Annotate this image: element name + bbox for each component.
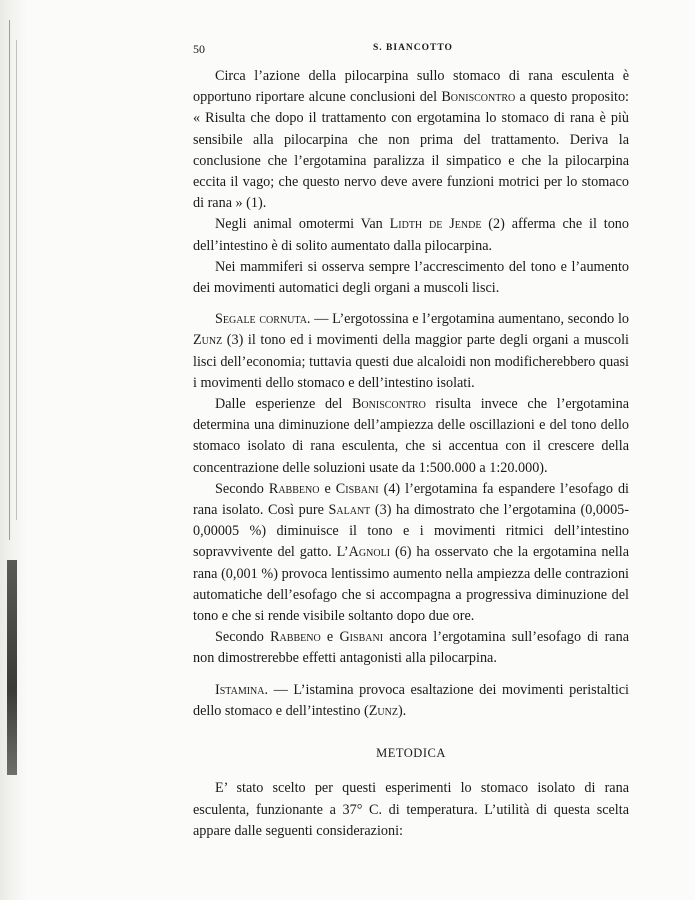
author-name: Rabbeno	[268, 480, 320, 497]
running-head: S. BIANCOTTO	[373, 43, 453, 53]
paragraph-istamina: Istamina. — L’istamina provoca esaltazione dei movimenti peristaltici dello stomaco e dell’intestino (Zunz).	[193, 681, 629, 719]
page-binding-edge	[0, 0, 28, 900]
paragraph-omotermi: Negli animal omotermi Van Lidth de Jende (2) afferma che il tono dell’intestino è di solito aumentato dalla pilocarpina.	[193, 216, 629, 254]
author-name: Gisbani	[339, 629, 384, 646]
paragraph-boniscontro: Dalle esperienze del Boniscontro risulta invece che l’ergotamina determina una diminuzione dell’ampiezza delle oscillazioni e del tono dello stomaco isolato di rana esculenta, che si accentua con il crescere della concentrazione delle soluzioni usate da 1:500.000 a 1:20.000).	[193, 396, 629, 476]
paragraph-segale-cornuta: Segale cornuta. — L’ergotossina e l’ergotamina aumentano, secondo lo Zunz (3) il tono ed i movimenti della maggior parte degli organi a muscoli lisci dell’economia; tuttavia questi due alcaloidi non modificherebbero quasi i movimenti dello stomaco e dell’intestino isolati.	[193, 311, 629, 391]
paragraph-pilocarpina: Circa l’azione della pilocarpina sullo stomaco di rana esculenta è opportuno riportare alcune conclusioni del Boniscontro a questo proposito: « Risulta che dopo il trattamento con ergotamina lo stomaco di rana è più sensibile alla pilocarpina che non prima del trattamento. Deriva la conclusione che l’ergotamina paralizza il simpatico e che la pilocarpina eccita il vago; che questo nervo deve avere funzioni motrici per lo stomaco di rana » (1).	[193, 68, 629, 212]
section-heading-metodica: METODICA	[376, 746, 446, 761]
section-run-in-head: Istamina.	[215, 681, 269, 698]
author-name: Zunz	[368, 702, 398, 719]
author-name: Agnoli	[348, 544, 391, 561]
paragraph-mammiferi: Nei mammiferi si osserva sempre l’accrescimento del tono e l’aumento dei movimenti automatici degli organi a muscoli lisci.	[193, 258, 629, 297]
author-name: Boniscontro	[351, 396, 426, 413]
paragraph-rabbeno-cisbani: Secondo Rabbeno e Cisbani (4) l’ergotamina fa espandere l’esofago di rana isolato. Così pure Salant (3) ha dimostrato che l’ergotamina (0,0005-0,00005 %) diminuisce il tono e i movimenti ritmici dell’intestino sopravvivente del gatto. L’Agnoli (6) ha osservato che la ergotamina nella rana (0,001 %) provoca lentissimo aumento nella ampiezza delle contrazioni automatiche dell’esofago che si accompagna a progressiva diminuzione del tono e che si rende visibile soltanto dopo due ore.	[193, 480, 630, 625]
body-text	[193, 66, 629, 842]
author-name: Boniscontro	[441, 89, 516, 106]
author-name: Cisbani	[335, 480, 379, 497]
author-name: Lidth de Jende	[389, 216, 482, 233]
paragraph-rabbeno-gisbani: Secondo Rabbeno e Gisbani ancora l’ergotamina sull’esofago di rana non dimostrerebbe effetti antagonisti alla pilocarpina.	[193, 629, 629, 667]
author-name: Zunz	[193, 332, 223, 349]
binding-shadow-line	[16, 40, 17, 520]
paragraph-metodica: E’ stato scelto per questi esperimenti lo stomaco isolato di rana esculenta, funzionante a 37° C. di temperatura. L’utilità di questa scelta appare dalle seguenti considerazioni:	[193, 780, 629, 839]
section-run-in-head: Segale cornuta.	[215, 311, 311, 328]
binding-dark-strip	[7, 560, 17, 775]
author-name: Rabbeno	[270, 629, 321, 646]
author-name: Salant	[328, 502, 371, 519]
page-header	[193, 42, 507, 58]
page-number: 50	[193, 42, 205, 56]
binding-shadow-line	[9, 20, 10, 540]
